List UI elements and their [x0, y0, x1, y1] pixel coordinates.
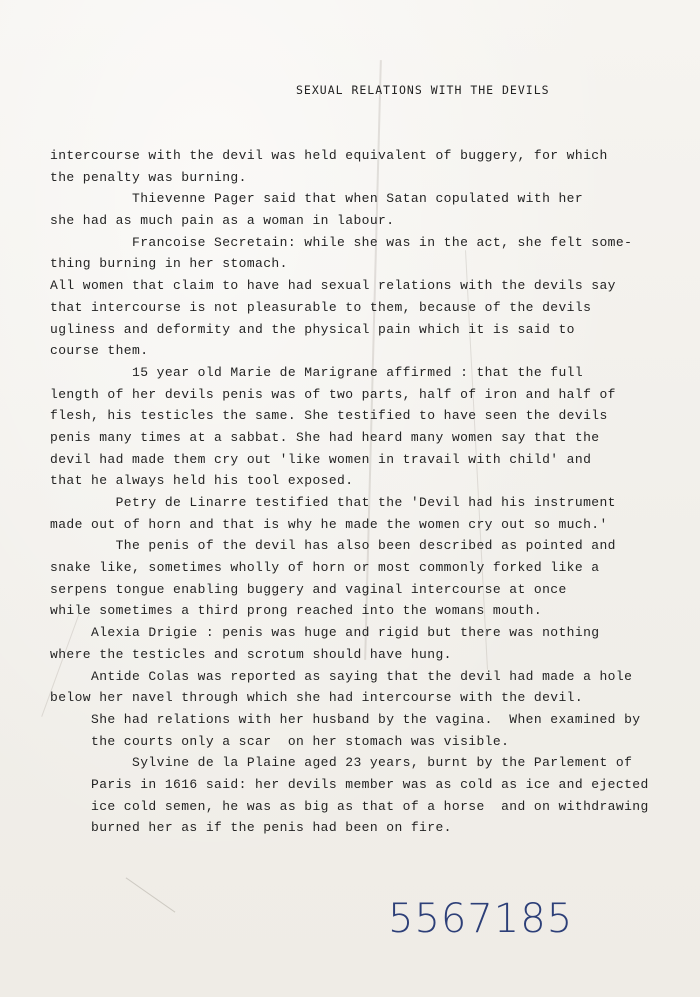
- typewritten-body: [50, 145, 670, 839]
- text-line: penis many times at a sabbat. She had heard many women say that the: [50, 429, 600, 445]
- paper-crease: [126, 877, 176, 912]
- text-line: thing burning in her stomach.: [50, 256, 288, 272]
- text-line: flesh, his testicles the same. She testified to have seen the devils: [50, 408, 608, 424]
- text-line: serpens tongue enabling buggery and vaginal intercourse at once: [50, 581, 567, 597]
- text-line: made out of horn and that is why he made the women cry out so much.': [50, 516, 608, 532]
- text-line: while sometimes a third prong reached into the womans mouth.: [50, 603, 543, 619]
- text-line: Antide Colas was reported as saying that the devil had made a hole: [50, 668, 633, 684]
- text-line: where the testicles and scrotum should have hung.: [50, 646, 452, 662]
- text-line: All women that claim to have had sexual relations with the devils say: [50, 278, 616, 294]
- text-line: course them.: [50, 343, 149, 359]
- text-line: Francoise Secretain: while she was in the act, she felt some-: [50, 234, 633, 250]
- page-header: SEXUAL RELATIONS WITH THE DEVILS: [296, 83, 550, 97]
- text-line: that intercourse is not pleasurable to them, because of the devils: [50, 299, 592, 315]
- text-line: Sylvine de la Plaine aged 23 years, burnt by the Parlement of: [50, 755, 633, 771]
- text-line: Thievenne Pager said that when Satan copulated with her: [50, 191, 584, 207]
- text-line: 15 year old Marie de Marigrane affirmed : that the full: [50, 364, 584, 380]
- text-line: ugliness and deformity and the physical pain which it is said to: [50, 321, 575, 337]
- text-line: below her navel through which she had intercourse with the devil.: [50, 690, 584, 706]
- text-line: The penis of the devil has also been described as pointed and: [50, 538, 616, 554]
- text-line: devil had made them cry out 'like women in travail with child' and: [50, 451, 592, 467]
- text-line: length of her devils penis was of two parts, half of iron and half of: [50, 386, 616, 402]
- text-line: Alexia Drigie : penis was huge and rigid but there was nothing: [50, 625, 600, 641]
- text-line: snake like, sometimes wholly of horn or most commonly forked like a: [50, 560, 600, 576]
- text-line: burned her as if the penis had been on fire.: [50, 820, 452, 836]
- text-line: ice cold semen, he was as big as that of a horse and on withdrawing: [50, 798, 649, 814]
- text-line: that he always held his tool exposed.: [50, 473, 354, 489]
- text-line: intercourse with the devil was held equivalent of buggery, for which: [50, 148, 608, 163]
- text-line: She had relations with her husband by the vagina. When examined by: [50, 711, 641, 727]
- text-line: the courts only a scar on her stomach was visible.: [50, 733, 510, 749]
- text-line: she had as much pain as a woman in labour.: [50, 213, 395, 229]
- text-line: the penalty was burning.: [50, 169, 247, 185]
- handwritten-document-number: 5567185: [388, 896, 574, 942]
- text-line: Petry de Linarre testified that the 'Devil had his instrument: [50, 495, 616, 510]
- text-line: Paris in 1616 said: her devils member was as cold as ice and ejected: [50, 776, 649, 792]
